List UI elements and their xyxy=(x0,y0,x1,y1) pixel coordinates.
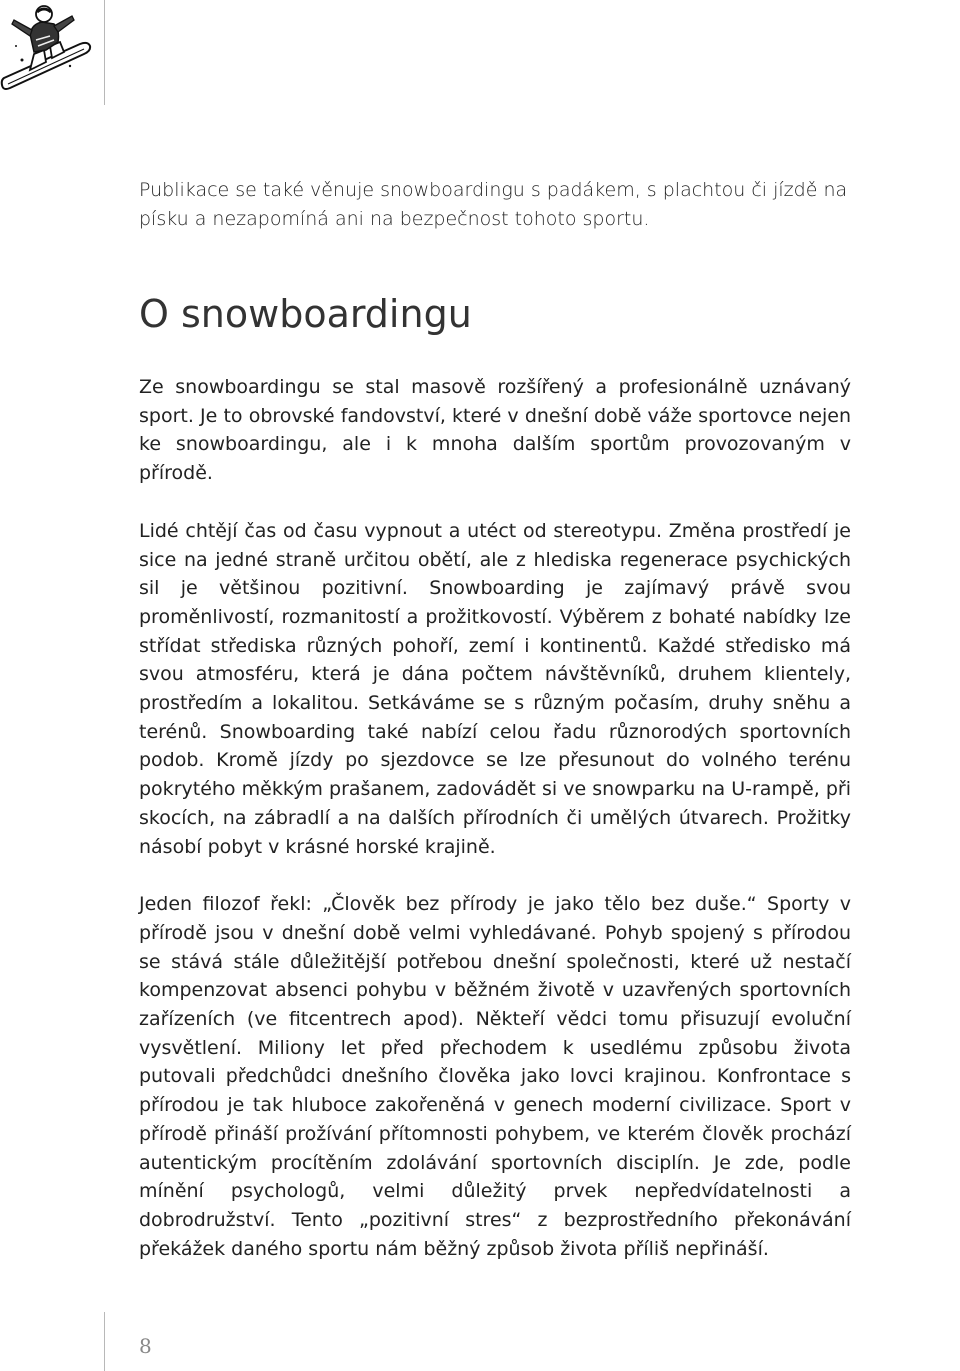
snowboarder-icon xyxy=(0,0,96,96)
paragraph: Ze snowboardingu se stal masově rozšířený a profesionálně uznávaný sport. Je to obrovské fandovství, které v dnešní době váže sportovce nejen ke snowboardingu, ale i k mnoha dalším sportům provozovaným v přírodě. xyxy=(139,376,851,485)
intro-paragraph: Publikace se také věnuje snowboardingu s padákem, s plachtou či jízdě na písku a nezapomíná ani na bezpečnost tohoto sportu. xyxy=(139,179,848,230)
page-number: 8 xyxy=(139,1334,152,1358)
paragraph: Jeden filozof řekl: „Člověk bez přírody je jako tělo bez duše.“ Sporty v přírodě jsou v dnešní době velmi vyhledávané. Pohyb spojený s přírodou se stává stále důležitější potřebou dnešní společnosti, které už nestačí kompenzovat absenci pohybu v běžném životě v uzavřených sportovních zařízeních (ve fitcentrech apod). Někteří vědci tomu přisuzují evoluční vysvětlení. Miliony let před přechodem k usedlému způsobu života putovali předchůdci dnešního člověka jako lovci krajinou. Konfrontace s přírodou je tak hluboce zakořeněná v genech moderní civilizace. Sport v přírodě přináší prožívání přítomnosti pohybem, ve kterém člověk prochází autentickým procítěním zdolávání sportovních disciplín. Je zde, podle mínění psychologů, velmi důležitý prvek nepředvídatelnosti a dobrodružství. Tento „pozitivní stres“ z bezprostředního překonávání překážek daného sportu nám běžný způsob života příliš nepřináší. xyxy=(139,893,851,1260)
page-content xyxy=(139,176,851,1260)
section-body xyxy=(139,373,851,1263)
paragraph: Lidé chtějí čas od času vypnout a utéct od stereotypu. Změna prostředí je sice na jedné straně určitou obětí, ale z hlediska regenerace psychických sil je většinou pozitivní. Snowboarding je zajímavý právě svou proměnlivostí, rozmanitostí a prožitkovostí. Výběrem z bohaté nabídky lze střídat střediska různých pohoří, zemí i kontinentů. Každé středisko má svou atmosféru, která je dána počtem návštěvníků, druhem klientely, prostředím a lokalitou. Setkáváme se s různým počasím, druhy sněhu a terénů. Snowboarding také nabízí celou řadu různorodých sportovních podob. Kromě jízdy po sjezdovce se lze přesunout do volného terénu pokrytého měkkým prašanem, zadovádět si ve snowparku na U-rampě, při skocích, na zábradlí a na dalších přírodních či umělých útvarech. Prožitky násobí pobyt v krásné horské krajině. xyxy=(139,519,851,858)
margin-rule-top xyxy=(104,0,105,105)
margin-rule-bottom xyxy=(104,1312,105,1371)
section-heading: O snowboardingu xyxy=(139,292,472,336)
